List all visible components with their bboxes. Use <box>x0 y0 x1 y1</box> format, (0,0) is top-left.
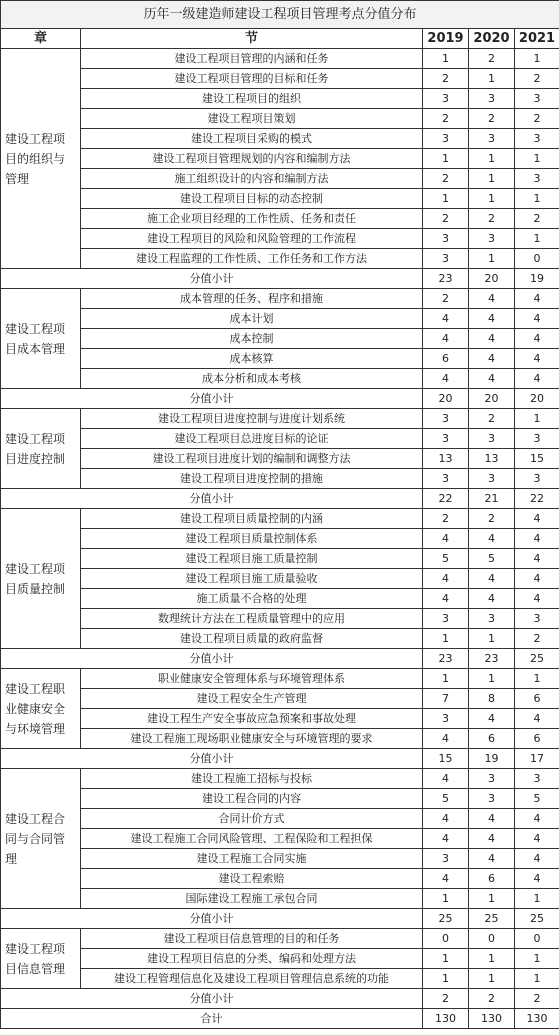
section-name: 施工组织设计的内容和编制方法 <box>81 169 423 189</box>
table-row <box>1 249 559 269</box>
score-cell: 1 <box>469 189 515 209</box>
table-row <box>1 409 559 429</box>
chapter-name: 建设工程职业健康安全与环境管理 <box>1 669 81 749</box>
subtotal-cell: 20 <box>469 389 515 409</box>
score-cell: 4 <box>423 589 469 609</box>
subtotal-label: 分值小计 <box>1 489 423 509</box>
score-cell: 3 <box>469 229 515 249</box>
score-cell: 2 <box>423 509 469 529</box>
score-cell: 2 <box>515 109 559 129</box>
score-cell: 3 <box>515 129 559 149</box>
subtotal-cell: 2 <box>515 989 559 1009</box>
score-cell: 13 <box>469 449 515 469</box>
section-name: 国际建设工程施工承包合同 <box>81 889 423 909</box>
subtotal-label: 分值小计 <box>1 269 423 289</box>
table-row <box>1 429 559 449</box>
table-row <box>1 789 559 809</box>
section-name: 建设工程安全生产管理 <box>81 689 423 709</box>
score-cell: 1 <box>423 949 469 969</box>
score-cell: 1 <box>469 669 515 689</box>
score-cell: 4 <box>515 569 559 589</box>
table-row <box>1 329 559 349</box>
score-cell: 2 <box>469 49 515 69</box>
total-row <box>1 1009 559 1029</box>
score-cell: 2 <box>515 629 559 649</box>
score-cell: 1 <box>423 969 469 989</box>
section-name: 建设工程项目质量的政府监督 <box>81 629 423 649</box>
section-name: 建设工程项目总进度目标的论证 <box>81 429 423 449</box>
score-cell: 13 <box>423 449 469 469</box>
score-cell: 1 <box>469 169 515 189</box>
table-row <box>1 229 559 249</box>
score-cell: 1 <box>469 69 515 89</box>
score-cell: 4 <box>423 729 469 749</box>
score-cell: 4 <box>515 349 559 369</box>
score-cell: 4 <box>469 809 515 829</box>
score-cell: 4 <box>515 829 559 849</box>
score-cell: 1 <box>423 149 469 169</box>
subtotal-label: 分值小计 <box>1 649 423 669</box>
header-year-2019: 2019 <box>423 29 469 49</box>
score-cell: 3 <box>423 709 469 729</box>
section-name: 建设工程项目进度控制与进度计划系统 <box>81 409 423 429</box>
title-row <box>1 1 559 29</box>
total-cell: 130 <box>515 1009 559 1029</box>
subtotal-cell: 20 <box>423 389 469 409</box>
section-name: 建设工程监理的工作性质、工作任务和工作方法 <box>81 249 423 269</box>
score-cell: 4 <box>423 529 469 549</box>
score-cell: 1 <box>423 889 469 909</box>
total-label: 合计 <box>1 1009 423 1029</box>
table-row <box>1 629 559 649</box>
subtotal-cell: 25 <box>469 909 515 929</box>
subtotal-row <box>1 269 559 289</box>
subtotal-cell: 21 <box>469 489 515 509</box>
table-row <box>1 729 559 749</box>
score-cell: 7 <box>423 689 469 709</box>
chapter-name: 建设工程项目质量控制 <box>1 509 81 649</box>
table-row <box>1 669 559 689</box>
score-cell: 4 <box>423 869 469 889</box>
score-cell: 2 <box>515 69 559 89</box>
table-row <box>1 369 559 389</box>
header-year-2021: 2021 <box>515 29 559 49</box>
score-cell: 0 <box>515 929 559 949</box>
table-row <box>1 829 559 849</box>
table-row <box>1 69 559 89</box>
subtotal-label: 分值小计 <box>1 749 423 769</box>
subtotal-cell: 23 <box>423 649 469 669</box>
section-name: 建设工程项目管理规划的内容和编制方法 <box>81 149 423 169</box>
score-cell: 0 <box>469 929 515 949</box>
subtotal-row <box>1 989 559 1009</box>
score-cell: 3 <box>469 129 515 149</box>
table-row <box>1 509 559 529</box>
score-cell: 1 <box>515 149 559 169</box>
section-name: 建设工程项目策划 <box>81 109 423 129</box>
score-cell: 1 <box>515 669 559 689</box>
section-name: 建设工程管理信息化及建设工程项目管理信息系统的功能 <box>81 969 423 989</box>
score-cell: 1 <box>515 949 559 969</box>
score-cell: 3 <box>515 609 559 629</box>
score-cell: 4 <box>423 769 469 789</box>
table-row <box>1 89 559 109</box>
section-name: 合同计价方式 <box>81 809 423 829</box>
table-row <box>1 589 559 609</box>
section-name: 建设工程项目施工质量验收 <box>81 569 423 589</box>
table-row <box>1 849 559 869</box>
section-name: 建设工程项目的组织 <box>81 89 423 109</box>
table-row <box>1 769 559 789</box>
score-cell: 8 <box>469 689 515 709</box>
score-cell: 2 <box>515 209 559 229</box>
section-name: 成本分析和成本考核 <box>81 369 423 389</box>
section-name: 建设工程项目进度计划的编制和调整方法 <box>81 449 423 469</box>
subtotal-label: 分值小计 <box>1 909 423 929</box>
subtotal-cell: 22 <box>423 489 469 509</box>
score-cell: 4 <box>515 809 559 829</box>
section-name: 建设工程施工合同实施 <box>81 849 423 869</box>
chapter-name: 建设工程合同与合同管理 <box>1 769 81 909</box>
score-cell: 3 <box>423 609 469 629</box>
score-cell: 4 <box>469 349 515 369</box>
score-cell: 4 <box>469 529 515 549</box>
section-name: 建设工程项目信息的分类、编码和处理方法 <box>81 949 423 969</box>
score-cell: 4 <box>515 329 559 349</box>
table-row <box>1 309 559 329</box>
section-name: 成本控制 <box>81 329 423 349</box>
subtotal-cell: 17 <box>515 749 559 769</box>
score-cell: 4 <box>423 809 469 829</box>
score-cell: 4 <box>515 509 559 529</box>
subtotal-row <box>1 389 559 409</box>
subtotal-cell: 19 <box>515 269 559 289</box>
subtotal-cell: 22 <box>515 489 559 509</box>
score-cell: 4 <box>515 589 559 609</box>
score-cell: 3 <box>423 429 469 449</box>
score-cell: 6 <box>515 689 559 709</box>
score-cell: 3 <box>423 249 469 269</box>
table-row <box>1 549 559 569</box>
score-cell: 3 <box>515 769 559 789</box>
score-cell: 4 <box>469 329 515 349</box>
score-cell: 6 <box>469 729 515 749</box>
score-cell: 1 <box>423 49 469 69</box>
section-name: 施工企业项目经理的工作性质、任务和责任 <box>81 209 423 229</box>
score-cell: 2 <box>423 69 469 89</box>
table-row <box>1 469 559 489</box>
subtotal-cell: 2 <box>423 989 469 1009</box>
score-cell: 2 <box>423 169 469 189</box>
score-cell: 2 <box>469 409 515 429</box>
score-cell: 3 <box>469 89 515 109</box>
section-name: 成本核算 <box>81 349 423 369</box>
score-cell: 1 <box>423 629 469 649</box>
section-name: 建设工程项目的风险和风险管理的工作流程 <box>81 229 423 249</box>
score-cell: 1 <box>469 629 515 649</box>
score-cell: 4 <box>469 309 515 329</box>
score-cell: 4 <box>515 709 559 729</box>
section-name: 建设工程施工合同风险管理、工程保险和工程担保 <box>81 829 423 849</box>
score-cell: 4 <box>515 289 559 309</box>
section-name: 建设工程项目采购的模式 <box>81 129 423 149</box>
score-cell: 1 <box>469 149 515 169</box>
table-row <box>1 349 559 369</box>
score-cell: 1 <box>469 249 515 269</box>
score-cell: 3 <box>515 429 559 449</box>
table-row <box>1 929 559 949</box>
score-cell: 1 <box>469 889 515 909</box>
score-cell: 4 <box>423 309 469 329</box>
table-row <box>1 869 559 889</box>
chapter-name: 建设工程项目信息管理 <box>1 929 81 989</box>
chapter-name: 建设工程项目进度控制 <box>1 409 81 489</box>
score-cell: 3 <box>469 769 515 789</box>
score-cell: 3 <box>423 469 469 489</box>
score-cell: 15 <box>515 449 559 469</box>
score-cell: 6 <box>423 349 469 369</box>
score-cell: 3 <box>515 89 559 109</box>
header-year-2020: 2020 <box>469 29 515 49</box>
score-cell: 2 <box>423 109 469 129</box>
table-row <box>1 189 559 209</box>
table-row <box>1 149 559 169</box>
section-name: 建设工程项目目标的动态控制 <box>81 189 423 209</box>
section-name: 建设工程索赔 <box>81 869 423 889</box>
score-cell: 4 <box>515 549 559 569</box>
score-cell: 4 <box>423 569 469 589</box>
table-row <box>1 169 559 189</box>
score-cell: 5 <box>423 789 469 809</box>
subtotal-cell: 20 <box>469 269 515 289</box>
score-cell: 1 <box>423 189 469 209</box>
score-cell: 4 <box>515 369 559 389</box>
score-cell: 1 <box>515 49 559 69</box>
score-cell: 4 <box>515 309 559 329</box>
score-cell: 5 <box>515 789 559 809</box>
score-cell: 3 <box>469 469 515 489</box>
section-name: 建设工程生产安全事故应急预案和事故处理 <box>81 709 423 729</box>
score-cell: 1 <box>469 969 515 989</box>
score-cell: 4 <box>469 849 515 869</box>
section-name: 数理统计方法在工程质量管理中的应用 <box>81 609 423 629</box>
subtotal-cell: 2 <box>469 989 515 1009</box>
score-cell: 4 <box>515 529 559 549</box>
score-cell: 3 <box>423 229 469 249</box>
header-section: 节 <box>81 29 423 49</box>
section-name: 职业健康安全管理体系与环境管理体系 <box>81 669 423 689</box>
subtotal-cell: 23 <box>469 649 515 669</box>
score-cell: 4 <box>469 589 515 609</box>
subtotal-label: 分值小计 <box>1 389 423 409</box>
section-name: 建设工程项目施工质量控制 <box>81 549 423 569</box>
section-name: 建设工程项目质量控制体系 <box>81 529 423 549</box>
score-cell: 3 <box>515 469 559 489</box>
subtotal-cell: 25 <box>515 909 559 929</box>
section-name: 建设工程项目进度控制的措施 <box>81 469 423 489</box>
score-cell: 4 <box>515 869 559 889</box>
score-cell: 1 <box>515 969 559 989</box>
section-name: 施工质量不合格的处理 <box>81 589 423 609</box>
score-cell: 4 <box>469 569 515 589</box>
header-row <box>1 29 559 49</box>
score-cell: 2 <box>469 209 515 229</box>
table-row <box>1 449 559 469</box>
score-cell: 2 <box>469 109 515 129</box>
subtotal-row <box>1 649 559 669</box>
section-name: 成本管理的任务、程序和措施 <box>81 289 423 309</box>
score-cell: 0 <box>515 249 559 269</box>
score-cell: 1 <box>515 229 559 249</box>
score-cell: 5 <box>423 549 469 569</box>
score-cell: 4 <box>515 849 559 869</box>
subtotal-cell: 19 <box>469 749 515 769</box>
score-cell: 4 <box>469 709 515 729</box>
score-cell: 4 <box>469 369 515 389</box>
subtotal-cell: 25 <box>423 909 469 929</box>
section-name: 建设工程项目管理的目标和任务 <box>81 69 423 89</box>
subtotal-cell: 25 <box>515 649 559 669</box>
subtotal-row <box>1 909 559 929</box>
table-row <box>1 609 559 629</box>
score-cell: 6 <box>469 869 515 889</box>
subtotal-cell: 23 <box>423 269 469 289</box>
table-row <box>1 969 559 989</box>
section-name: 建设工程项目管理的内涵和任务 <box>81 49 423 69</box>
section-name: 建设工程项目质量控制的内涵 <box>81 509 423 529</box>
score-cell: 3 <box>423 849 469 869</box>
section-name: 建设工程合同的内容 <box>81 789 423 809</box>
table-row <box>1 529 559 549</box>
score-cell: 5 <box>469 549 515 569</box>
subtotal-row <box>1 749 559 769</box>
score-cell: 4 <box>469 289 515 309</box>
subtotal-label: 分值小计 <box>1 989 423 1009</box>
table-body <box>1 1 559 1029</box>
table-row <box>1 569 559 589</box>
chapter-name: 建设工程项目的组织与管理 <box>1 49 81 269</box>
score-cell: 3 <box>423 129 469 149</box>
section-name: 成本计划 <box>81 309 423 329</box>
table-row <box>1 949 559 969</box>
table-title: 历年一级建造师建设工程项目管理考点分值分布 <box>1 1 559 29</box>
score-cell: 4 <box>423 369 469 389</box>
subtotal-cell: 15 <box>423 749 469 769</box>
score-cell: 1 <box>423 669 469 689</box>
score-cell: 1 <box>515 409 559 429</box>
score-cell: 0 <box>423 929 469 949</box>
score-cell: 2 <box>469 509 515 529</box>
table-row <box>1 209 559 229</box>
score-cell: 3 <box>423 89 469 109</box>
table-row <box>1 289 559 309</box>
table-row <box>1 889 559 909</box>
table-row <box>1 709 559 729</box>
score-cell: 1 <box>469 949 515 969</box>
table-row <box>1 689 559 709</box>
score-cell: 4 <box>469 829 515 849</box>
table-row <box>1 109 559 129</box>
score-cell: 1 <box>515 889 559 909</box>
total-cell: 130 <box>469 1009 515 1029</box>
score-cell: 4 <box>423 829 469 849</box>
score-cell: 1 <box>515 189 559 209</box>
total-cell: 130 <box>423 1009 469 1029</box>
score-cell: 2 <box>423 209 469 229</box>
score-cell: 3 <box>469 609 515 629</box>
table-row <box>1 809 559 829</box>
section-name: 建设工程施工招标与投标 <box>81 769 423 789</box>
score-cell: 3 <box>423 409 469 429</box>
score-cell: 2 <box>423 289 469 309</box>
subtotal-row <box>1 489 559 509</box>
score-cell: 3 <box>515 169 559 189</box>
score-cell: 4 <box>423 329 469 349</box>
section-name: 建设工程施工现场职业健康安全与环境管理的要求 <box>81 729 423 749</box>
score-cell: 6 <box>515 729 559 749</box>
table-row <box>1 129 559 149</box>
chapter-name: 建设工程项目成本管理 <box>1 289 81 389</box>
section-name: 建设工程项目信息管理的目的和任务 <box>81 929 423 949</box>
header-chapter: 章 <box>1 29 81 49</box>
table-row <box>1 49 559 69</box>
score-cell: 3 <box>469 429 515 449</box>
subtotal-cell: 20 <box>515 389 559 409</box>
score-cell: 3 <box>469 789 515 809</box>
